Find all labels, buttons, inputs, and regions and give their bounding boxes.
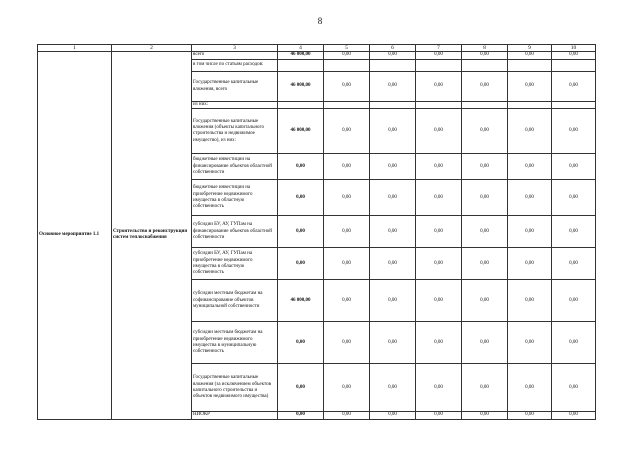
value-cell: 0,00 bbox=[462, 322, 508, 364]
expense-label: НИОКР bbox=[192, 412, 278, 419]
value-cell: 0,00 bbox=[324, 52, 370, 60]
value-cell: 0,00 bbox=[552, 322, 596, 364]
expense-label: бюджетные инвестиции на приобретение недвижимого имущества в областную собственность bbox=[192, 180, 278, 216]
measure-name-cell: Строительство и реконструкция систем теплоснабжения bbox=[112, 52, 192, 420]
value-cell: 0,00 bbox=[552, 154, 596, 180]
value-cell: 46 000,00 bbox=[278, 72, 324, 102]
value-cell bbox=[324, 102, 370, 109]
value-cell: 0,00 bbox=[552, 248, 596, 280]
value-cell: 0,00 bbox=[370, 280, 416, 322]
header-cell: 1 bbox=[38, 45, 112, 52]
value-cell: 0,00 bbox=[324, 248, 370, 280]
value-cell: 0,00 bbox=[508, 216, 552, 248]
value-cell bbox=[324, 60, 370, 72]
value-cell bbox=[416, 102, 462, 109]
expense-label: Государственные капитальные вложения (за исключением объектов капитального строительства и объектов недвижимого имущества) bbox=[192, 364, 278, 412]
value-cell: 0,00 bbox=[462, 248, 508, 280]
value-cell: 0,00 bbox=[508, 109, 552, 154]
value-cell: 0,00 bbox=[370, 322, 416, 364]
value-cell: 0,00 bbox=[370, 154, 416, 180]
value-cell: 0,00 bbox=[324, 280, 370, 322]
value-cell: 0,00 bbox=[552, 280, 596, 322]
header-cell: 9 bbox=[508, 45, 552, 52]
value-cell: 0,00 bbox=[508, 364, 552, 412]
value-cell: 0,00 bbox=[416, 248, 462, 280]
value-cell: 0,00 bbox=[324, 72, 370, 102]
expense-label: из них: bbox=[192, 102, 278, 109]
value-cell: 0,00 bbox=[462, 52, 508, 60]
header-cell: 5 bbox=[324, 45, 370, 52]
value-cell: 46 000,00 bbox=[278, 52, 324, 60]
header-cell: 3 bbox=[192, 45, 278, 52]
value-cell: 0,00 bbox=[416, 72, 462, 102]
value-cell: 0,00 bbox=[552, 412, 596, 419]
value-cell: 0,00 bbox=[370, 52, 416, 60]
value-cell bbox=[416, 60, 462, 72]
value-cell: 0,00 bbox=[508, 412, 552, 419]
value-cell: 0,00 bbox=[462, 412, 508, 419]
value-cell: 0,00 bbox=[324, 109, 370, 154]
value-cell: 0,00 bbox=[462, 216, 508, 248]
expense-label: в том числе по статьям расходов: bbox=[192, 60, 278, 72]
value-cell: 46 000,00 bbox=[278, 280, 324, 322]
page-number: 8 bbox=[317, 16, 323, 26]
value-cell: 0,00 bbox=[462, 72, 508, 102]
value-cell: 0,00 bbox=[508, 52, 552, 60]
value-cell: 0,00 bbox=[370, 364, 416, 412]
value-cell bbox=[370, 60, 416, 72]
value-cell bbox=[462, 102, 508, 109]
value-cell: 0,00 bbox=[552, 109, 596, 154]
expense-label: бюджетные инвестиции на финансирование объектов областной собственности bbox=[192, 154, 278, 180]
value-cell bbox=[552, 60, 596, 72]
value-cell: 0,00 bbox=[552, 52, 596, 60]
expense-label: Государственные капитальные вложения, всего bbox=[192, 72, 278, 102]
value-cell: 0,00 bbox=[552, 216, 596, 248]
value-cell: 0,00 bbox=[508, 154, 552, 180]
value-cell bbox=[508, 102, 552, 109]
value-cell: 0,00 bbox=[508, 322, 552, 364]
header-cell: 7 bbox=[416, 45, 462, 52]
expense-label: субсидии местным бюджетам на приобретение недвижимого имущества в муниципальную собственность bbox=[192, 322, 278, 364]
value-cell: 0,00 bbox=[508, 248, 552, 280]
header-cell: 2 bbox=[112, 45, 192, 52]
value-cell: 0,00 bbox=[278, 364, 324, 412]
value-cell: 0,00 bbox=[370, 180, 416, 216]
expense-label: Государственные капитальные вложения (объекты капитального строительства и недвижимое имущество), из них: bbox=[192, 109, 278, 154]
value-cell: 0,00 bbox=[370, 248, 416, 280]
value-cell bbox=[462, 60, 508, 72]
value-cell bbox=[508, 60, 552, 72]
expense-label: субсидии местным бюджетам на софинансирование объектов муниципальной собственности bbox=[192, 280, 278, 322]
value-cell: 0,00 bbox=[324, 216, 370, 248]
value-cell: 0,00 bbox=[462, 280, 508, 322]
value-cell: 0,00 bbox=[416, 322, 462, 364]
value-cell: 0,00 bbox=[552, 72, 596, 102]
expense-label: всего bbox=[192, 52, 278, 60]
header-cell: 6 bbox=[370, 45, 416, 52]
value-cell: 0,00 bbox=[278, 216, 324, 248]
value-cell: 0,00 bbox=[370, 72, 416, 102]
expense-label: субсидии БУ, АУ, ГУПам на финансирование объектов областной собственности bbox=[192, 216, 278, 248]
value-cell: 0,00 bbox=[508, 280, 552, 322]
value-cell: 0,00 bbox=[278, 322, 324, 364]
value-cell: 0,00 bbox=[462, 180, 508, 216]
value-cell: 0,00 bbox=[416, 52, 462, 60]
value-cell bbox=[370, 102, 416, 109]
value-cell: 0,00 bbox=[416, 180, 462, 216]
value-cell: 0,00 bbox=[416, 109, 462, 154]
value-cell: 0,00 bbox=[278, 248, 324, 280]
value-cell: 0,00 bbox=[462, 364, 508, 412]
table-row bbox=[38, 52, 596, 60]
header-cell: 10 bbox=[552, 45, 596, 52]
value-cell bbox=[278, 102, 324, 109]
value-cell: 0,00 bbox=[416, 364, 462, 412]
value-cell: 0,00 bbox=[370, 109, 416, 154]
value-cell: 0,00 bbox=[370, 412, 416, 419]
value-cell: 0,00 bbox=[278, 180, 324, 216]
value-cell: 0,00 bbox=[416, 280, 462, 322]
value-cell: 0,00 bbox=[278, 154, 324, 180]
expense-label: субсидии БУ, АУ, ГУПам на приобретение недвижимого имущества в областную собственность bbox=[192, 248, 278, 280]
value-cell: 0,00 bbox=[552, 180, 596, 216]
value-cell: 0,00 bbox=[462, 154, 508, 180]
value-cell: 0,00 bbox=[324, 364, 370, 412]
measure-cell: Основное мероприятие 1.1 bbox=[38, 52, 112, 420]
value-cell: 46 000,00 bbox=[278, 109, 324, 154]
value-cell: 0,00 bbox=[324, 180, 370, 216]
value-cell: 0,00 bbox=[508, 180, 552, 216]
value-cell: 0,00 bbox=[552, 364, 596, 412]
value-cell bbox=[278, 60, 324, 72]
value-cell: 0,00 bbox=[416, 154, 462, 180]
value-cell: 0,00 bbox=[416, 216, 462, 248]
value-cell: 0,00 bbox=[370, 216, 416, 248]
value-cell: 0,00 bbox=[416, 412, 462, 419]
header-cell: 8 bbox=[462, 45, 508, 52]
value-cell: 0,00 bbox=[324, 154, 370, 180]
value-cell: 0,00 bbox=[324, 412, 370, 419]
value-cell: 0,00 bbox=[462, 109, 508, 154]
value-cell bbox=[552, 102, 596, 109]
value-cell: 0,00 bbox=[508, 72, 552, 102]
header-row bbox=[38, 45, 596, 52]
value-cell: 0,00 bbox=[278, 412, 324, 419]
value-cell: 0,00 bbox=[324, 322, 370, 364]
budget-table bbox=[37, 44, 596, 420]
header-cell: 4 bbox=[278, 45, 324, 52]
